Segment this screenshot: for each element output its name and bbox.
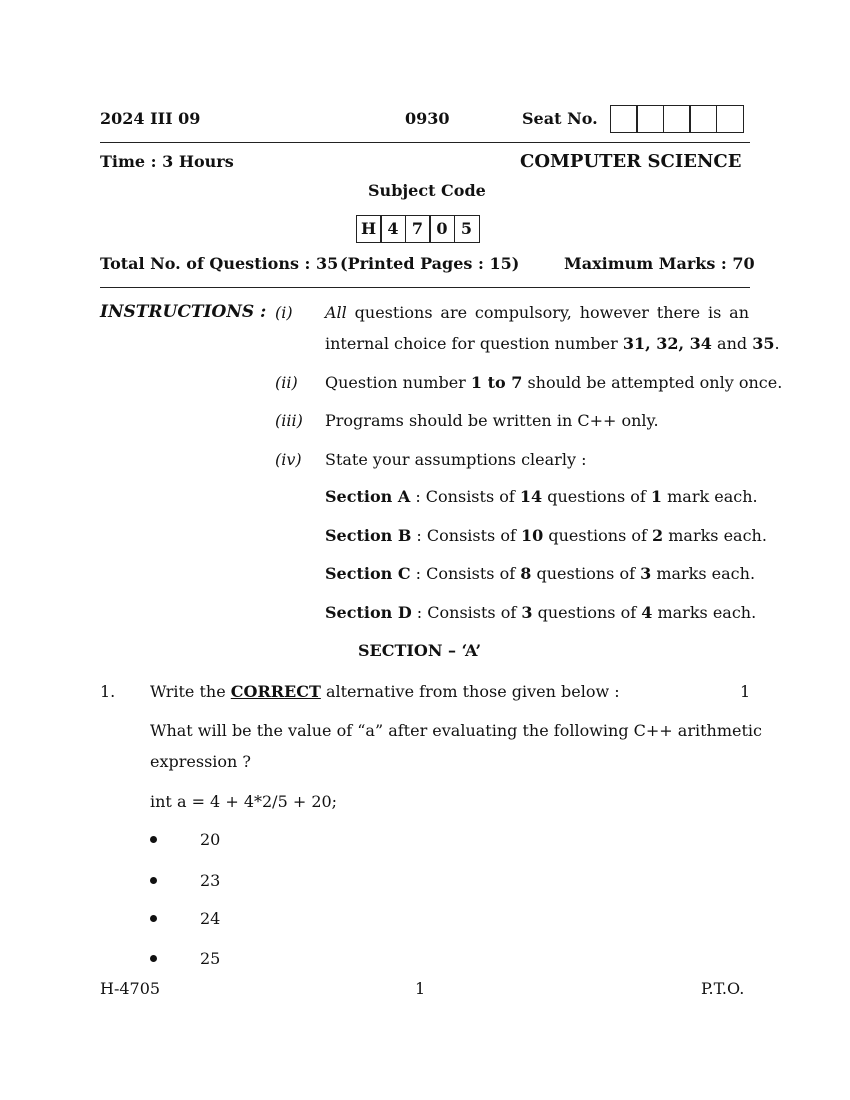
section-c-info: Section C : Consists of 8 questions of 3 marks each. (325, 564, 756, 583)
question-1-text-line-2: expression ? (150, 752, 251, 771)
question-marks: 1 (740, 682, 751, 701)
subject-title: COMPUTER SCIENCE (520, 151, 742, 172)
section-a-info: Section A : Consists of 14 questions of 1 mark each. (325, 487, 758, 506)
paper-code: 0930 (405, 109, 450, 128)
bullet-icon (150, 915, 157, 922)
instruction-1-line-2: internal choice for question number 31, 32, 34 and 35. (325, 334, 780, 353)
instruction-number: (iv) (275, 450, 302, 469)
instruction-1-line-1: All questions are compulsory, however there is an (325, 303, 749, 322)
option: 20 (200, 830, 221, 849)
page-number: 1 (415, 979, 426, 998)
time-allowed: Time : 3 Hours (100, 152, 234, 171)
printed-pages: (Printed Pages : 15) (340, 254, 520, 273)
instruction-number: (ii) (275, 373, 298, 392)
exam-code: 2024 III 09 (100, 109, 201, 128)
bullet-icon (150, 877, 157, 884)
instruction-number: (iii) (275, 411, 303, 430)
seat-label: Seat No. (522, 109, 598, 128)
section-heading: SECTION – ‘A’ (358, 641, 482, 660)
top-rule (100, 142, 750, 143)
code-expression: int a = 4 + 4*2/5 + 20; (150, 792, 338, 811)
code-char: H (356, 215, 382, 243)
footer-paper-code: H-4705 (100, 979, 161, 998)
section-b-info: Section B : Consists of 10 questions of 2 marks each. (325, 526, 767, 545)
question-1-prompt: Write the CORRECT alternative from those given below : (150, 682, 620, 701)
bullet-icon (150, 955, 157, 962)
instruction-2: Question number 1 to 7 should be attempted only once. (325, 373, 783, 392)
option: 23 (200, 871, 221, 890)
pto-label: P.T.O. (701, 979, 745, 998)
seat-box (636, 105, 664, 133)
option: 24 (200, 909, 221, 928)
instruction-4: State your assumptions clearly : (325, 450, 587, 469)
instruction-number: (i) (275, 303, 293, 322)
section-d-info: Section D : Consists of 3 questions of 4 marks each. (325, 603, 757, 622)
bullet-icon (150, 836, 157, 843)
question-number: 1. (100, 682, 116, 701)
header-rule (100, 287, 750, 288)
seat-box (610, 105, 638, 133)
option: 25 (200, 949, 221, 968)
subject-code-label: Subject Code (368, 181, 486, 200)
seat-box (716, 105, 744, 133)
code-char: 5 (454, 215, 480, 243)
question-1-text-line-1: What will be the value of “a” after evaluating the following C++ arithmetic (150, 721, 762, 740)
code-char: 0 (429, 215, 455, 243)
code-char: 4 (380, 215, 406, 243)
seat-box (689, 105, 717, 133)
code-char: 7 (405, 215, 431, 243)
seat-number-boxes (611, 105, 744, 133)
instruction-3: Programs should be written in C++ only. (325, 411, 659, 430)
subject-code-boxes (357, 215, 480, 243)
total-questions: Total No. of Questions : 35 (100, 254, 339, 273)
maximum-marks: Maximum Marks : 70 (564, 254, 755, 273)
seat-box (663, 105, 691, 133)
instructions-label: INSTRUCTIONS : (100, 302, 267, 322)
